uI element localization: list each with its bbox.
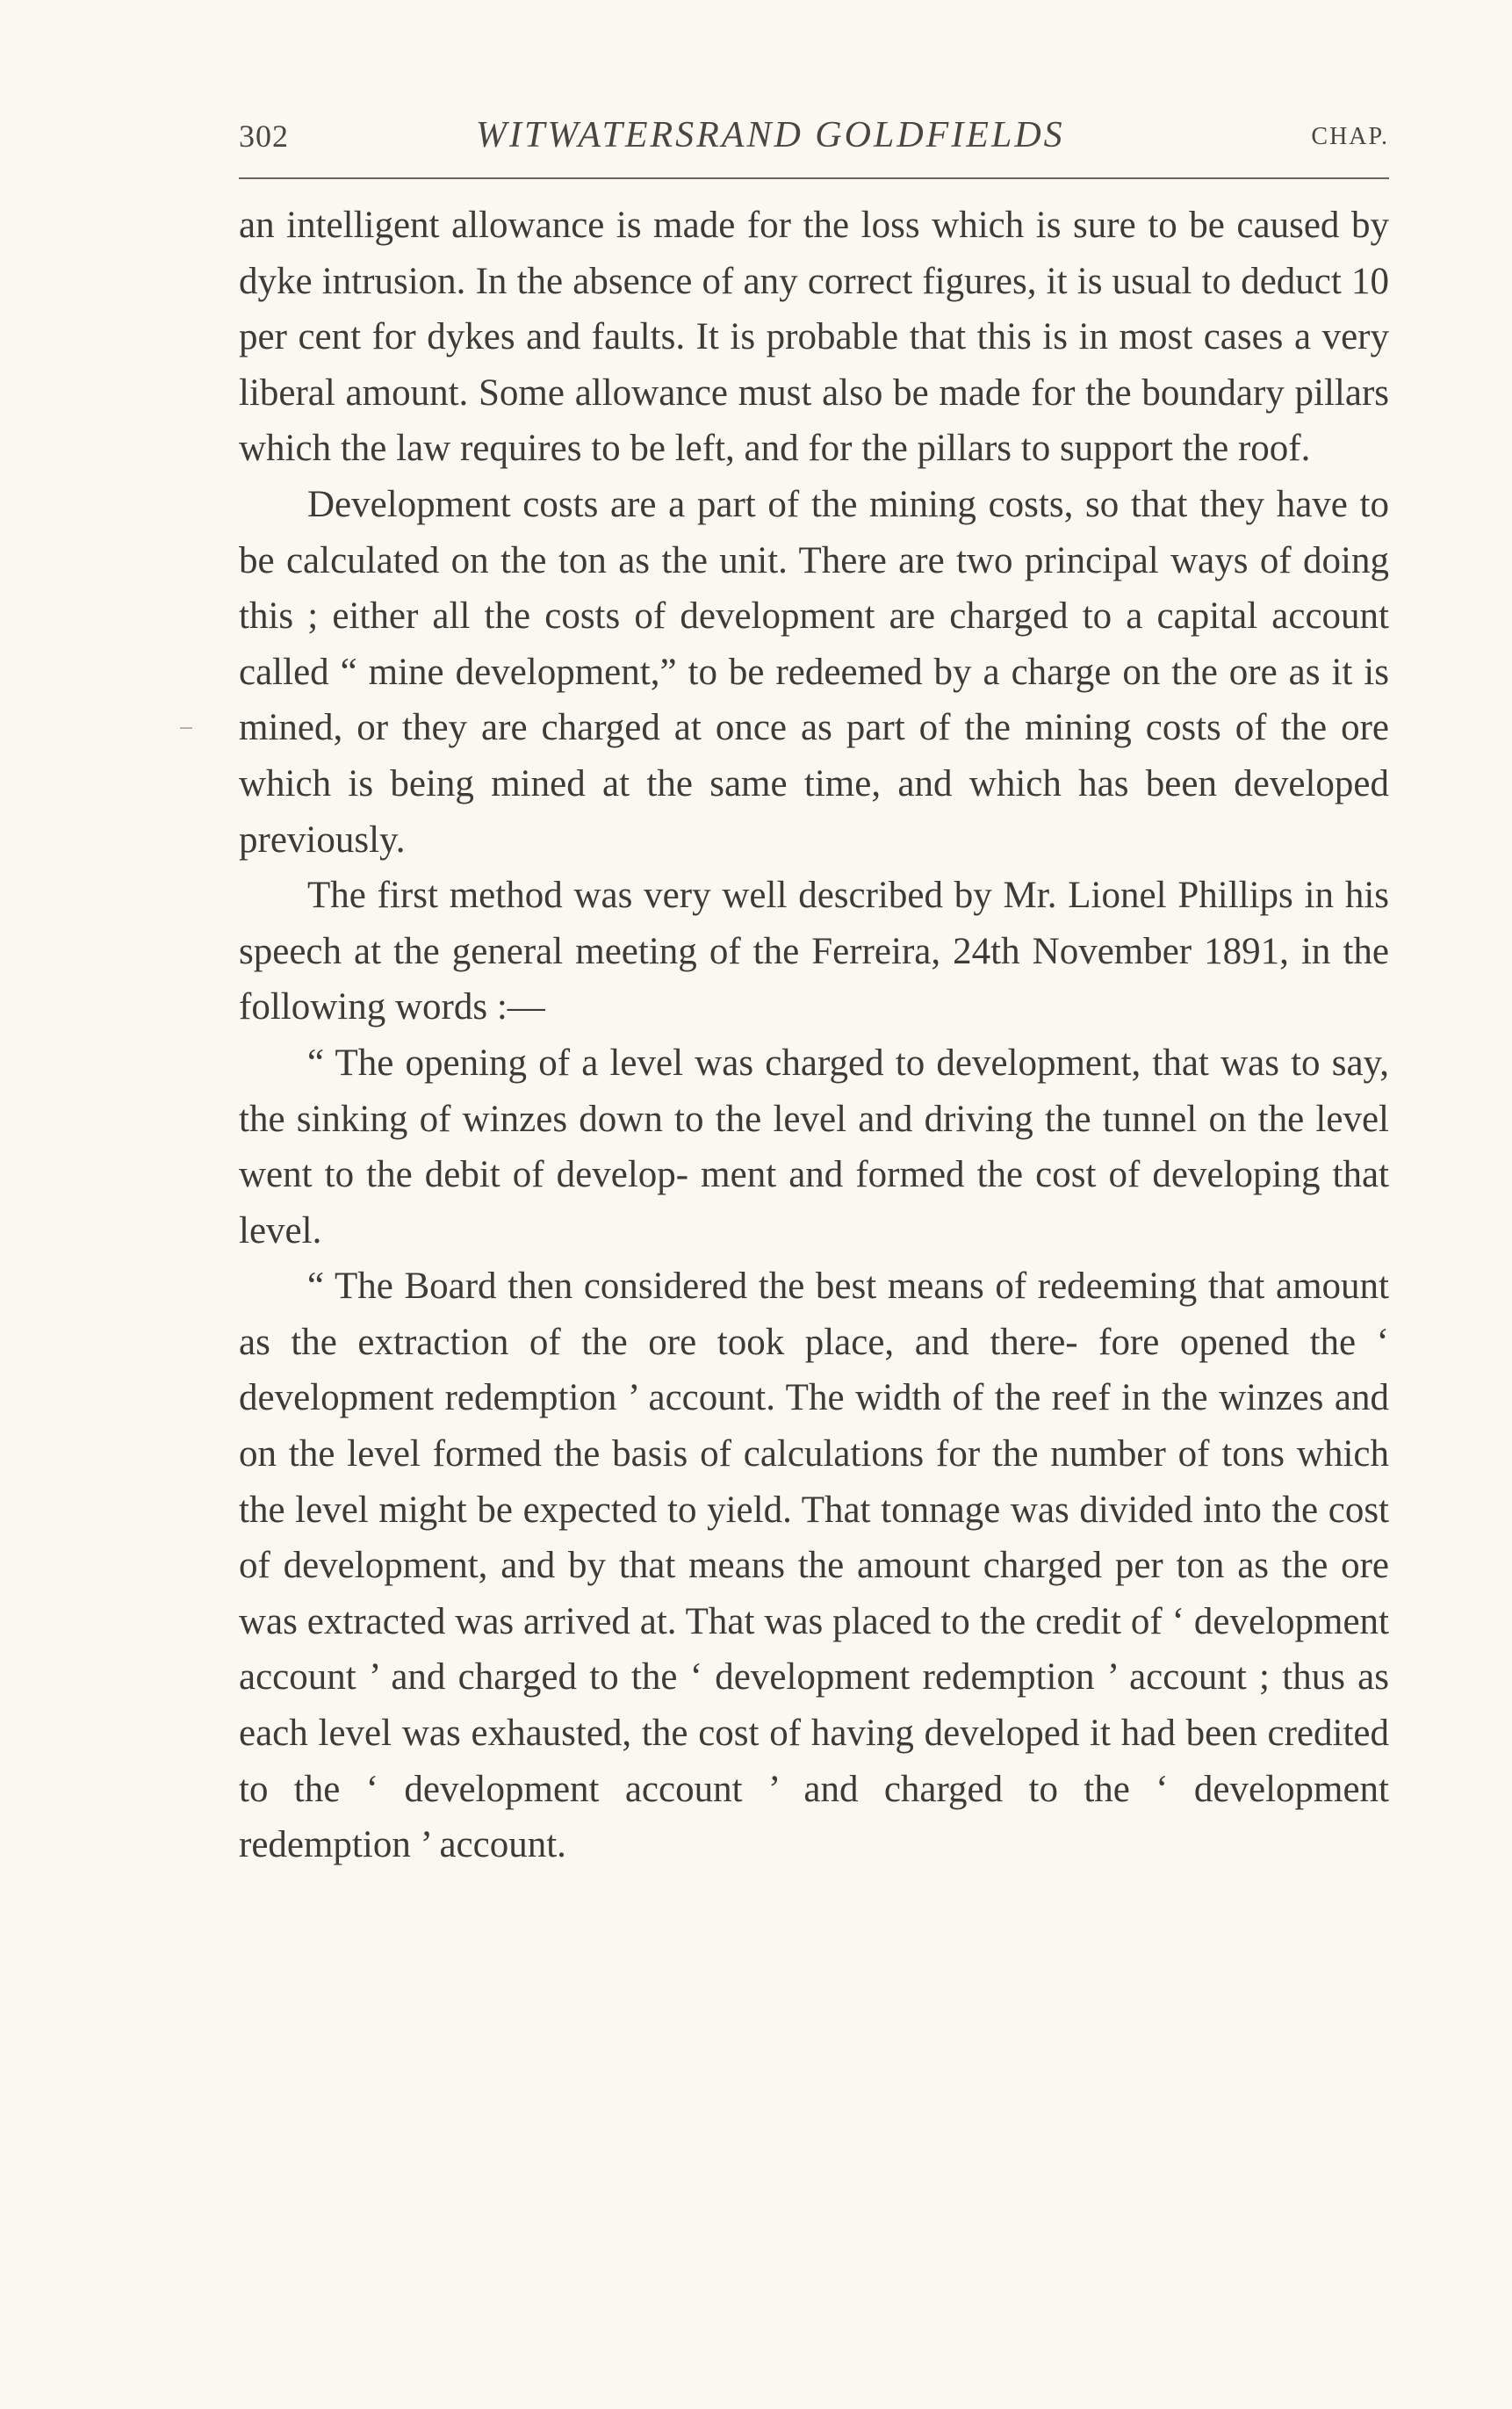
page-header <box>239 112 1389 156</box>
header-rule <box>239 177 1389 179</box>
paragraph-1: an intelligent allowance is made for the loss which is sure to be caused by dyke intrusion. In the absence of any correct figures, it is usual to deduct 10 per cent for dykes and faults. It is probable that this is in most cases a very liberal amount. Some allowance must also be made for the boundary pillars which the law requires to be left, and for the pillars to support the roof. <box>239 205 1389 470</box>
paragraph-5: “ The Board then considered the best means of redeeming that amount as the extraction of the ore took place, and there- fore opened the ‘ development redemption ’ account. The width of the reef in the winzes and on the level formed the basis of calculations for the number of tons which the level might be expected to yield. That tonnage was divided into the cost of development, and by that means the amount charged per ton as the ore was extracted was arrived at. That was placed to the credit of ‘ development account ’ and charged to the ‘ development redemption ’ account ; thus as each level was exhausted, the cost of having developed it had been credited to the ‘ development account ’ and charged to the ‘ development redemption ’ account. <box>239 1266 1389 1866</box>
paragraph-4: “ The opening of a level was charged to development, that was to say, the sinking of winzes down to the level and driving the tunnel on the level went to the debit of develop- ment and formed the cost of developing that level. <box>239 1042 1389 1251</box>
margin-mark <box>180 727 192 729</box>
paragraph-2: Development costs are a part of the mining costs, so that they have to be calculated on the ton as the unit. There are two principal ways of doing this ; either all the costs of development are charged to a capital account called “ mine development,” to be redeemed by a charge on the ore as it is mined, or they are charged at once as part of the mining costs of the ore which is being mined at the same time, and which has been developed previously. <box>239 483 1389 861</box>
body-text <box>239 198 1389 1873</box>
running-title: WITWATERSRAND GOLDFIELDS <box>476 115 1065 155</box>
chapter-mark: CHAP. <box>1311 123 1389 150</box>
page-number: 302 <box>239 119 289 154</box>
paragraph-3: The first method was very well described by Mr. Lionel Phillips in his speech at the general meeting of the Ferreira, 24th November 1891, in the following words :— <box>239 875 1389 1028</box>
